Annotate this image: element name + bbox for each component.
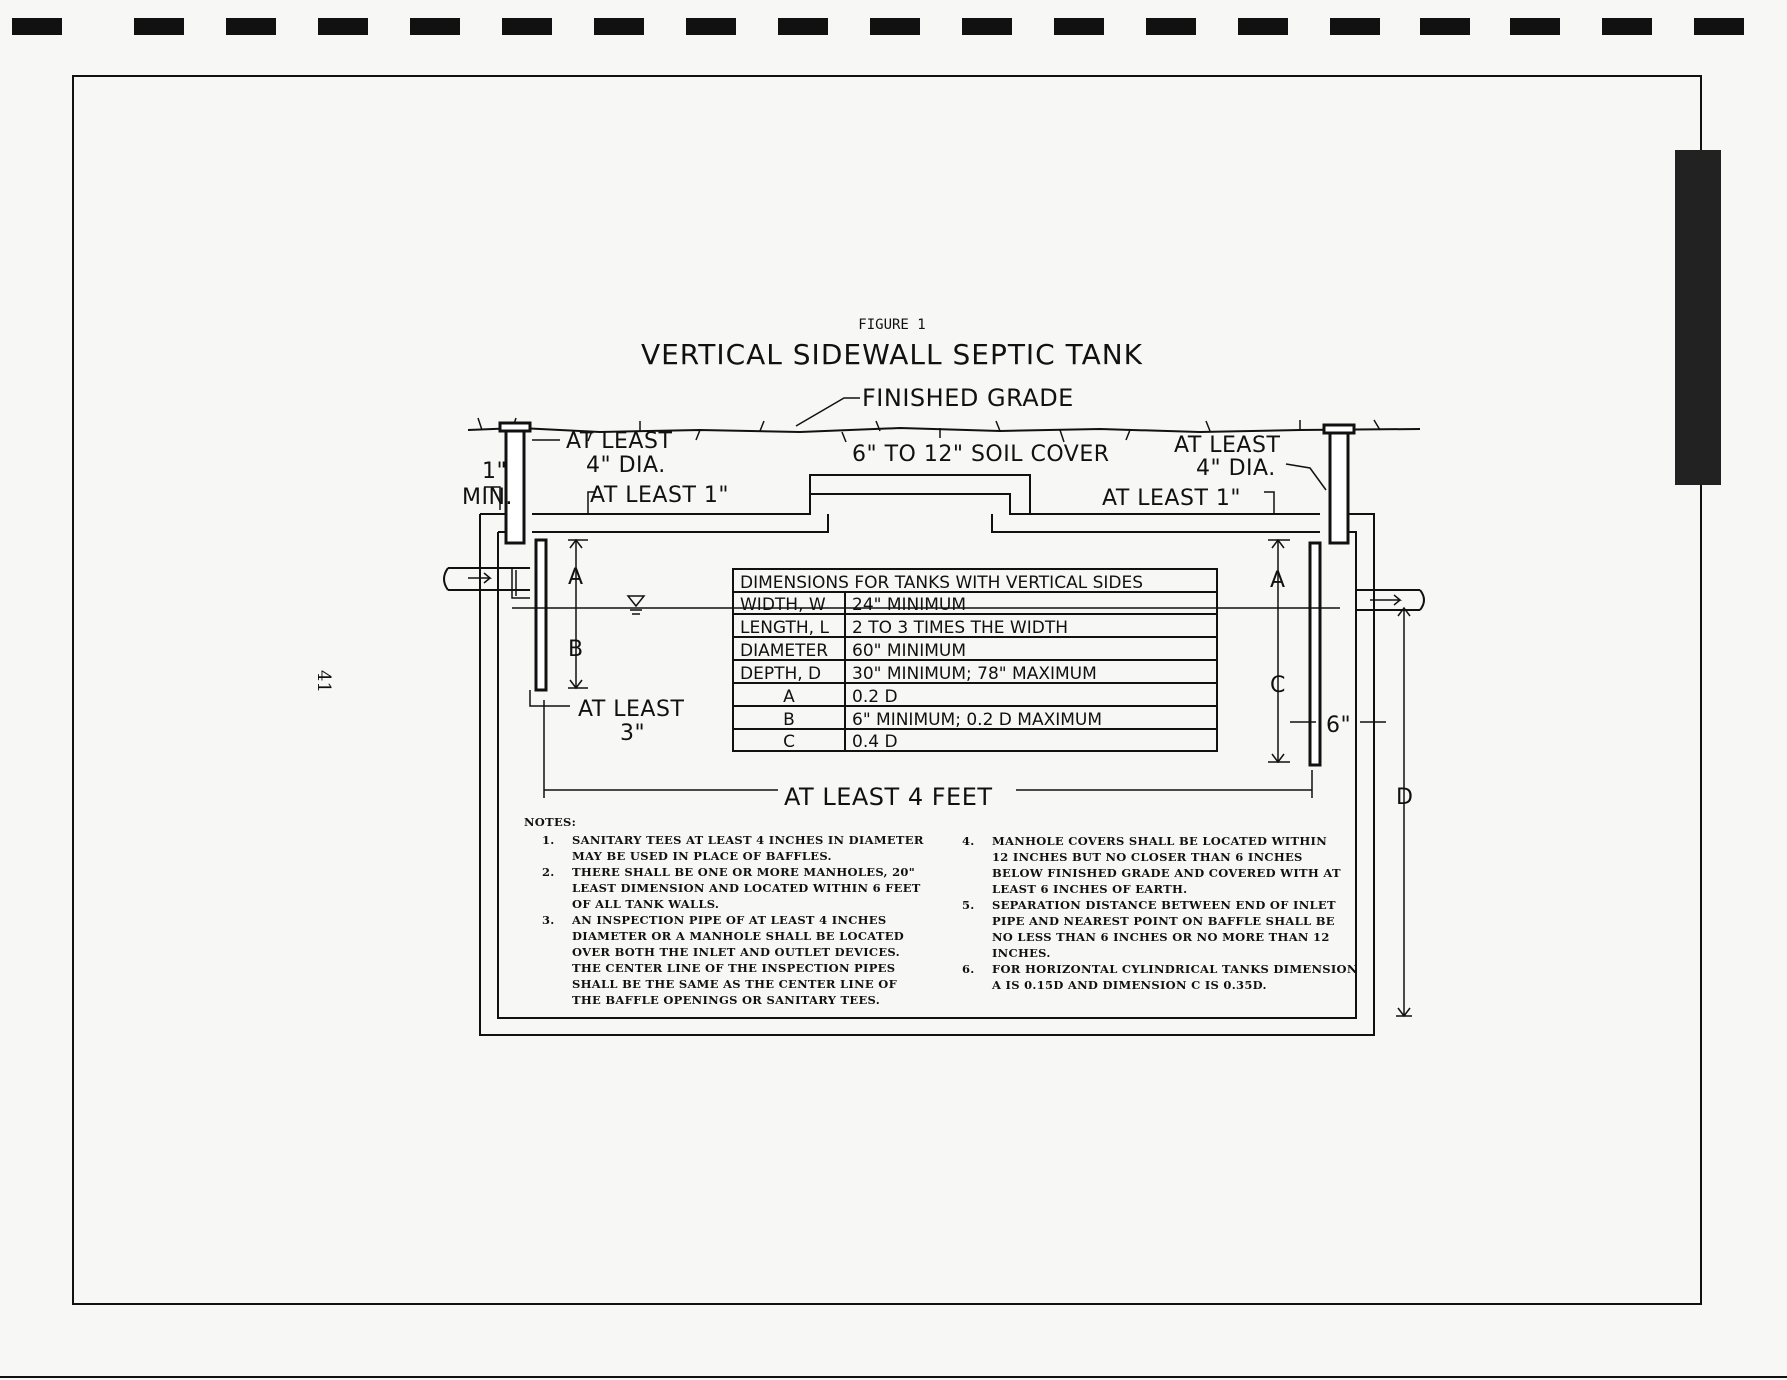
table-row-key: LENGTH, L — [740, 618, 829, 638]
page-number: 41 — [313, 670, 334, 693]
note-line: 12 INCHES BUT NO CLOSER THAN 6 INCHES — [992, 850, 1303, 864]
note-line: MANHOLE COVERS SHALL BE LOCATED WITHIN — [992, 834, 1328, 848]
note-number: 6. — [962, 962, 975, 976]
table-row-key: DIAMETER — [740, 641, 829, 661]
edge-tab — [1675, 150, 1721, 485]
note-line: OF ALL TANK WALLS. — [572, 897, 720, 911]
page-title: VERTICAL SIDEWALL SEPTIC TANK — [640, 338, 1144, 371]
dimensions-table — [733, 569, 1217, 752]
right-dia-label-1: AT LEAST — [1174, 433, 1281, 458]
dim-c-right-label: C — [1270, 673, 1286, 698]
note-line: NO LESS THAN 6 INCHES OR NO MORE THAN 12 — [992, 930, 1330, 944]
note-line: THERE SHALL BE ONE OR MORE MANHOLES, 20" — [572, 865, 916, 879]
inlet-pipe — [444, 568, 530, 598]
left-dia-label-2: 4" DIA. — [586, 453, 666, 478]
note-line: OVER BOTH THE INLET AND OUTLET DEVICES. — [572, 945, 900, 959]
note-number: 2. — [542, 865, 555, 879]
finished-grade-label: FINISHED GRADE — [862, 384, 1074, 412]
note-line: SHALL BE THE SAME AS THE CENTER LINE OF — [572, 977, 898, 991]
note-number: 4. — [962, 834, 975, 848]
at-least-4-feet-label: AT LEAST 4 FEET — [784, 783, 993, 811]
perforation-strip — [12, 18, 1744, 35]
table-row-key: B — [783, 710, 795, 730]
dim-d-label: D — [1396, 785, 1414, 810]
note-number: 3. — [542, 913, 555, 927]
table-row-value: 60" MINIMUM — [852, 641, 967, 661]
note-number: 1. — [542, 833, 555, 847]
table-row-value: 0.2 D — [852, 687, 898, 707]
dim-a-right-label: A — [1270, 568, 1286, 593]
note-number: 5. — [962, 898, 975, 912]
note-line: THE CENTER LINE OF THE INSPECTION PIPES — [572, 961, 896, 975]
six-inch-label: 6" — [1326, 713, 1352, 738]
note-line: FOR HORIZONTAL CYLINDRICAL TANKS DIMENSION — [992, 962, 1358, 976]
note-line: BELOW FINISHED GRADE AND COVERED WITH AT — [992, 866, 1341, 880]
note-line: DIAMETER OR A MANHOLE SHALL BE LOCATED — [572, 929, 905, 943]
soil-cover-label: 6" TO 12" SOIL COVER — [852, 442, 1110, 467]
outlet-pipe — [1356, 590, 1424, 610]
table-header: DIMENSIONS FOR TANKS WITH VERTICAL SIDES — [740, 573, 1143, 593]
note-line: MAY BE USED IN PLACE OF BAFFLES. — [572, 849, 832, 863]
table-row-value: 6" MINIMUM; 0.2 D MAXIMUM — [852, 710, 1103, 730]
notes-heading: NOTES: — [524, 815, 577, 829]
note-line: PIPE AND NEAREST POINT ON BAFFLE SHALL BE — [992, 914, 1335, 928]
note-line: SANITARY TEES AT LEAST 4 INCHES IN DIAMETER — [572, 833, 924, 847]
table-row-key: DEPTH, D — [740, 664, 822, 684]
table-row-value: 24" MINIMUM — [852, 595, 967, 615]
outlet-baffle — [1310, 543, 1320, 765]
notes-block — [524, 815, 1358, 1007]
note-line: INCHES. — [992, 946, 1051, 960]
table-row-value: 30" MINIMUM; 78" MAXIMUM — [852, 664, 1097, 684]
table-row-value: 2 TO 3 TIMES THE WIDTH — [852, 618, 1069, 638]
inlet-baffle — [536, 540, 546, 690]
at-least-one-inch-right: AT LEAST 1" — [1102, 486, 1241, 511]
note-line: THE BAFFLE OPENINGS OR SANITARY TEES. — [572, 993, 881, 1007]
note-line: AN INSPECTION PIPE OF AT LEAST 4 INCHES — [572, 913, 887, 927]
at-least-3-label-2: 3" — [620, 721, 646, 746]
table-row-key: C — [783, 732, 795, 752]
figure-label: FIGURE 1 — [858, 317, 926, 333]
one-inch-label: 1" — [482, 459, 508, 484]
note-line: LEAST DIMENSION AND LOCATED WITHIN 6 FEET — [572, 881, 921, 895]
dim-b-left-label: B — [568, 637, 584, 662]
table-row-key: WIDTH, W — [740, 595, 826, 615]
right-dia-label-2: 4" DIA. — [1196, 456, 1276, 481]
dim-a-left-label: A — [568, 565, 584, 590]
note-line: A IS 0.15D AND DIMENSION C IS 0.35D. — [992, 978, 1267, 992]
note-line: SEPARATION DISTANCE BETWEEN END OF INLET — [992, 898, 1336, 912]
right-inspection-pipe — [1324, 425, 1354, 543]
note-line: LEAST 6 INCHES OF EARTH. — [992, 882, 1188, 896]
at-least-one-inch-left: AT LEAST 1" — [590, 483, 729, 508]
left-dia-label-1: AT LEAST — [566, 429, 673, 454]
one-inch-min-label: MIN. — [462, 485, 513, 510]
table-row-value: 0.4 D — [852, 732, 898, 752]
at-least-3-label-1: AT LEAST — [578, 697, 685, 722]
table-row-key: A — [783, 687, 795, 707]
